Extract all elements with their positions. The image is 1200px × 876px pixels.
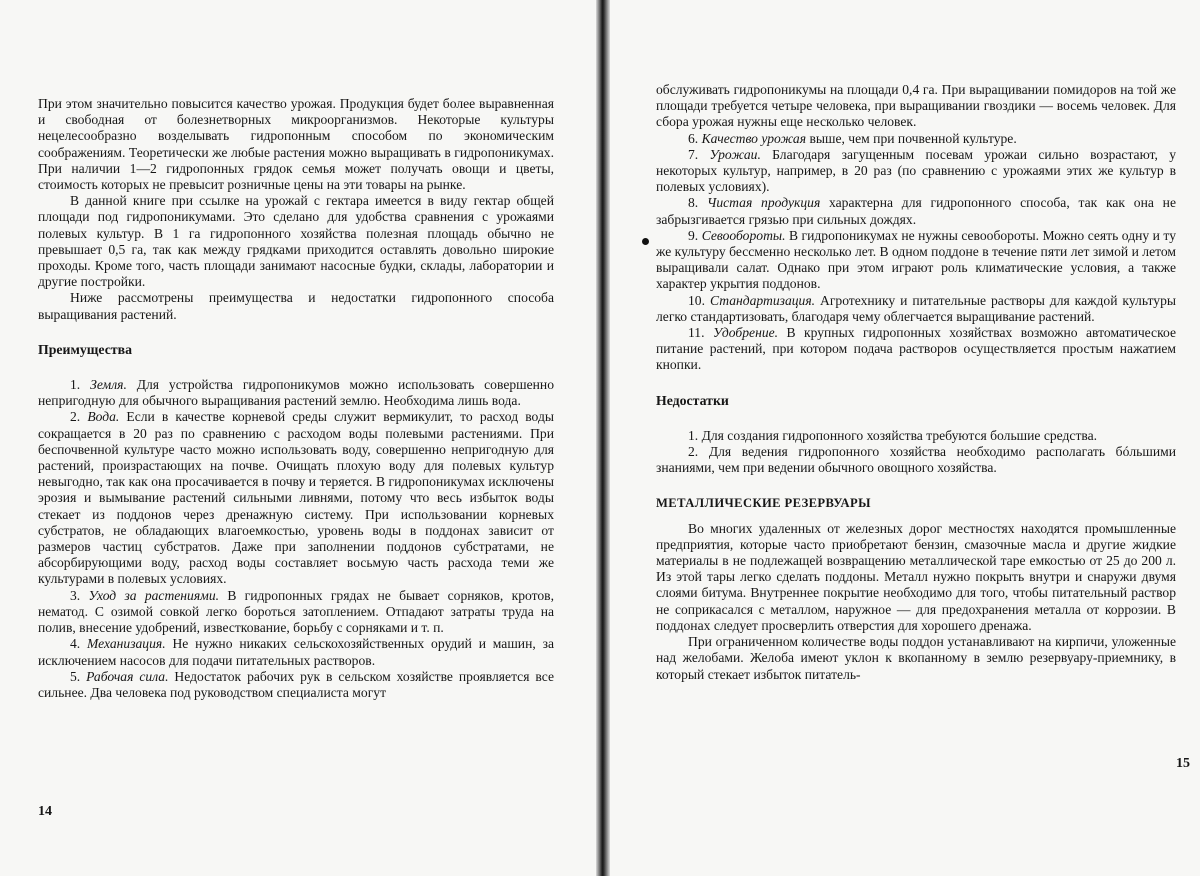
advantage-item-6: 6. Качество урожая выше, чем при почвенной культуре. xyxy=(688,130,1017,146)
advantage-item-7: 7. Урожаи. Благодаря загущенным посевам урожаи сильно возрастают, у некоторых культур, например, в 20 раз (по сравнению с урожаями этих же культур в полевых условиях). xyxy=(656,146,1176,195)
advantage-item-4: 4. Механизация. Не нужно никаких сельскохозяйственных орудий и машин, за исключением насосов для подачи питательных растворов. xyxy=(38,636,554,668)
advantage-item-1: 1. Земля. Для устройства гидропоникумов можно использовать совершенно непригодную для обычного выращивания растений землю. Необходима лишь вода. xyxy=(38,377,554,409)
advantage-item-11: 11. Удобрение. В крупных гидропонных хозяйствах возможно автоматическое питание растений, при котором подача растворов осуществляется простым нажатием кнопки. xyxy=(656,325,1176,373)
book-spine xyxy=(596,0,610,876)
intro-paragraph-3: Ниже рассмотрены преимущества и недостатки гидропонного способа выращивания растений. xyxy=(38,290,554,322)
left-text-column xyxy=(38,96,554,701)
advantage-item-9: 9. Севообороты. В гидропоникумах не нужны севообороты. Можно сеять одну и ту же культуру бессменно несколько лет. В одном поддоне в течение пяти лет зимой и летом выращивали салат. Однако при этом играют роль климатические условия, а также характер укрытия поддонов. xyxy=(656,227,1176,292)
advantage-item-3: 3. Уход за растениями. В гидропонных грядах не бывает сорняков, кротов, нематод. С озимой совкой легко бороться затоплением. Отпадают затраты труда на полив, внесение удобрений, известкование, борьбу с сорняками и т. п. xyxy=(38,587,554,636)
page-number-left: 14 xyxy=(38,804,52,819)
section-paragraph-1: Во многих удаленных от железных дорог местностях находятся промышленные предприятия, которые часто приобретают бензин, смазочные масла и другие жидкие материалы в не подлежащей возвращению металлической таре емкостью от 25 до 200 л. Из этой тары легко сделать поддоны. Металл нужно покрыть внутри и снаружи двумя слоями битума. Внутреннее покрытие необходимо для того, чтобы питательный раствор не соприкасался с металлом, наружное — для предохранения металла от коррозии. В поддонах следует просверлить отверстия для хорошего дренажа. xyxy=(656,520,1176,633)
advantages-heading: Преимущества xyxy=(38,341,132,357)
disadvantages-heading: Недостатки xyxy=(656,392,729,408)
page-number-right: 15 xyxy=(1176,756,1190,771)
advantage-item-5: 5. Рабочая сила. Недостаток рабочих рук в сельском хозяйстве проявляется все сильнее. Два человека под руководством специалиста могут xyxy=(38,668,554,700)
left-page xyxy=(0,0,596,876)
margin-ink-dot xyxy=(642,238,649,245)
section-paragraph-2: При ограниченном количестве воды поддон устанавливают на кирпичи, уложенные над желобами. Желоба имеют уклон к вкопанному в землю резервуару-приемнику, в который стекает избыток питатель- xyxy=(656,634,1176,682)
intro-paragraph-1: При этом значительно повысится качество урожая. Продукция будет более выравненная и свободная от болезнетворных микроорганизмов. Некоторые культуры нецелесообразно возделывать гидропонным способом по экономическим соображениям. Теоретически же любые растения можно выращивать в гидропоникумах. При наличии 1—2 гидропонных грядок семья может получать овощи и цветы, стоимость которых не превысит розничные цены на эти товары на рынке. xyxy=(38,96,554,193)
disadvantage-item-2: 2. Для ведения гидропонного хозяйства необходимо располагать бóльшими знаниями, чем при ведении обычного овощного хозяйства. xyxy=(656,444,1176,476)
intro-paragraph-2: В данной книге при ссылке на урожай с гектара имеется в виду гектар общей площади под гидропоникумами. Это сделано для удобства сравнения с урожаями полевых культур. В 1 га гидропонного хозяйства полезная площадь обычно не превышает 0,5 га, так как между грядками приходится оставлять довольно широкие проходы. Кроме того, часть площади занимают насосные будки, склады, лаборатории и другие постройки. xyxy=(38,193,554,290)
continuation-paragraph: обслуживать гидропоникумы на площади 0,4 га. При выращивании помидоров на той же площади требуется четыре человека, при выращивании гвоздики — восемь человек. Для сбора урожая нужны еще несколько человек. xyxy=(656,82,1176,130)
advantage-item-8: 8. Чистая продукция характерна для гидропонного способа, так как она не забрызгивается грязью при сильных дождях. xyxy=(656,195,1176,227)
advantage-item-2: 2. Вода. Если в качестве корневой среды служит вермикулит, то расход воды сокращается в 20 раз по сравнению с расходом воды полевыми растениями. При беспочвенной культуре часто можно использовать воду, совершенно непригодную для растений, произрастающих на почве. Очищать плохую воду для полевых культур невыгодно, так как она просачивается в почву и теряется. В гидропоникумах исключены эрозия и вымывание растений сильными ливнями, потому что весь избыток воды стекает из поддонов через дренажную систему. При использовании корневых субстратов, не обладающих влагоемкостью, уровень воды в поддонах зависит от размеров частиц субстратов. Даже при заполнении поддонов субстратами, не абсорбирующими воду, расход воды составляет восьмую часть расхода теми же культурами в полевых условиях. xyxy=(38,409,554,587)
right-page xyxy=(610,0,1200,876)
right-text-column xyxy=(656,82,1176,683)
advantage-item-10: 10. Стандартизация. Агротехнику и питательные растворы для каждой культуры легко стандартизовать, благодаря чему облегчается выращивание растений. xyxy=(656,292,1176,324)
disadvantage-item-1: 1. Для создания гидропонного хозяйства требуются большие средства. xyxy=(688,427,1098,443)
section-heading: МЕТАЛЛИЧЕСКИЕ РЕЗЕРВУАРЫ xyxy=(656,496,871,511)
